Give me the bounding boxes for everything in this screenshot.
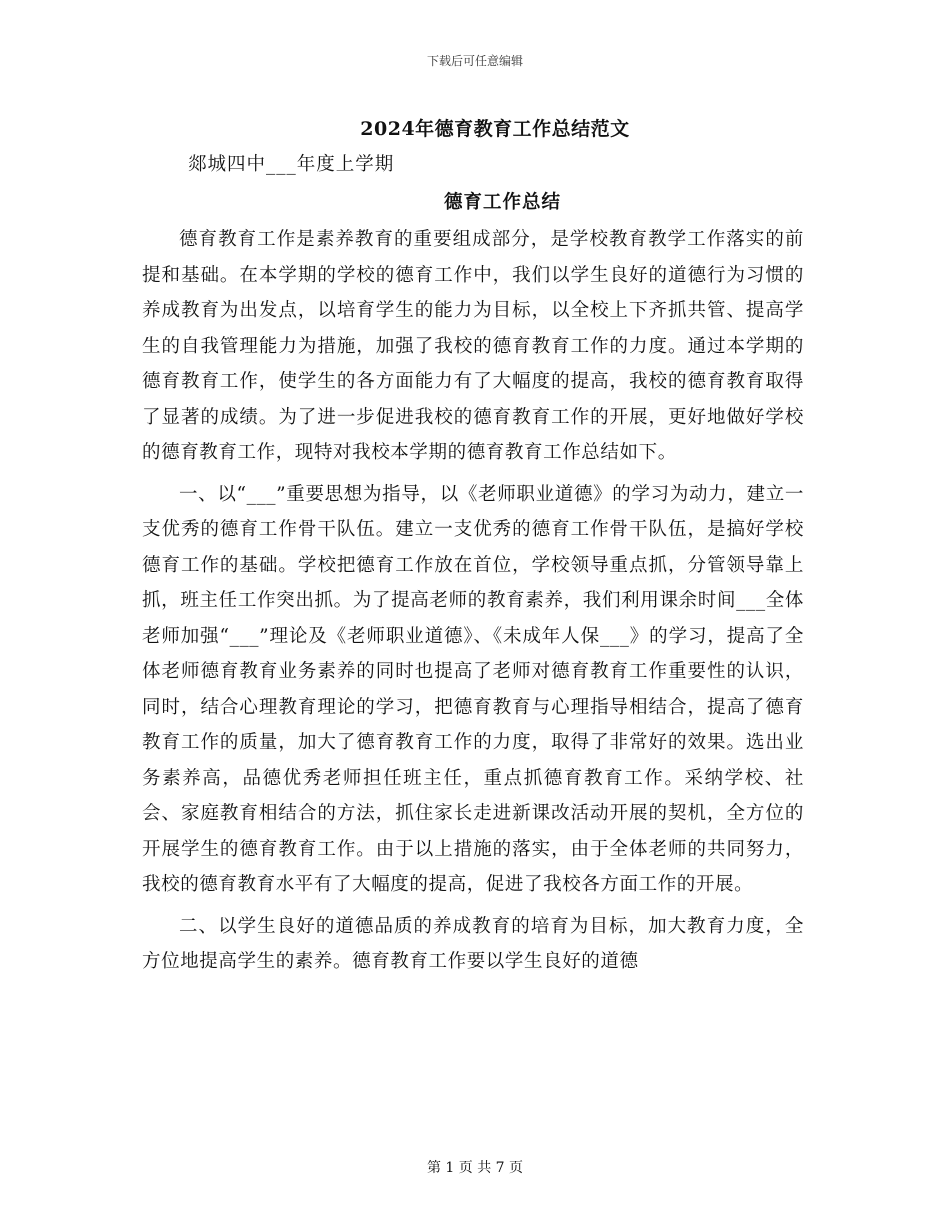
document-title: 2024年德育教育工作总结范文 <box>360 118 630 140</box>
header-note: 下载后可任意编辑 <box>426 54 523 68</box>
document-subtitle: 郯城四中___年度上学期 <box>188 154 395 175</box>
body-text <box>142 222 804 980</box>
page-footer: 第 1 页 共 7 页 <box>426 1160 524 1176</box>
paragraph-intro: 德育教育工作是素养教育的重要组成部分，是学校教育教学工作落实的前提和基础。在本学期的学校的德育工作中，我们以学生良好的道德行为习惯的养成教育为出发点，以培育学生的能力为目标，以全校上下齐抓共管、提高学生的自我管理能力为措施，加强了我校的德育教育工作的力度。通过本学期的德育教育工作，使学生的各方面能力有了大幅度的提高，我校的德育教育取得了显著的成绩。为了进一步促进我校的德育教育工作的开展，更好地做好学校的德育教育工作，现特对我校本学期的德育教育工作总结如下。 <box>142 229 804 463</box>
paragraph-point-two: 二、以学生良好的道德品质的养成教育的培育为目标，加大教育力度，全方位地提高学生的素养。德育教育工作要以学生良好的道德 <box>142 915 804 972</box>
paragraph-point-one: 一、以“___”重要思想为指导，以《老师职业道德》的学习为动力，建立一支优秀的德育工作骨干队伍。建立一支优秀的德育工作骨干队伍，是搞好学校德育工作的基础。学校把德育工作放在首位，学校领导重点抓，分管领导靠上抓，班主任工作突出抓。为了提高老师的教育素养，我们利用课余时间___全体老师加强“___”理论及《老师职业道德》、《未成年人保___》的学习，提高了全体老师德育教育业务素养的同时也提高了老师对德育教育工作重要性的认识，同时，结合心理教育理论的学习，把德育教育与心理指导相结合，提高了德育教育工作的质量，加大了德育教育工作的力度，取得了非常好的效果。选出业务素养高，品德优秀老师担任班主任，重点抓德育教育工作。采纳学校、社会、家庭教育相结合的方法，抓住家长走进新课改活动开展的契机，全方位的开展学生的德育教育工作。由于以上措施的落实，由于全体老师的共同努力，我校的德育教育水平有了大幅度的提高，促进了我校各方面工作的开展。 <box>142 483 804 895</box>
section-title: 德育工作总结 <box>443 192 561 213</box>
